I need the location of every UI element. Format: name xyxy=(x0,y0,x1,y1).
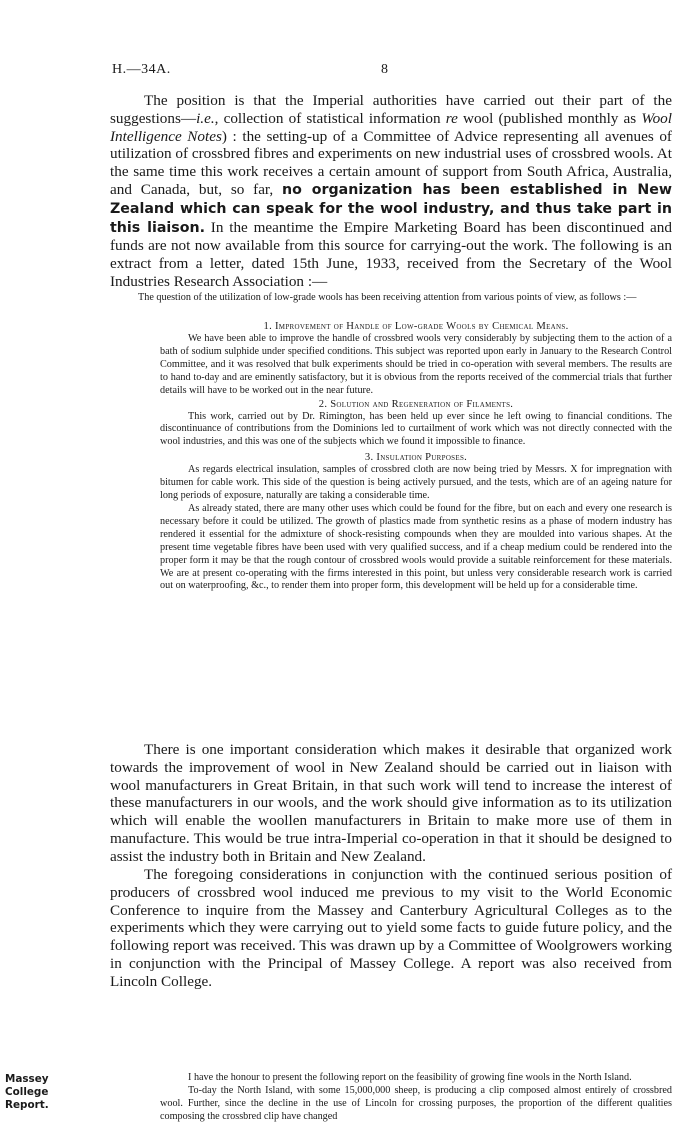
massey-report xyxy=(160,1072,672,1124)
para1-text-3: wool (published monthly as xyxy=(457,109,642,127)
para1-text-4: ) : the setting-up of a Committee of Advice representing all avenues of utilization of crossbred fibres and experiments on new industrial uses of crossbred wools. At the same time this work receives a certain amount of support from South Africa, Australia, and Canada, but, so far, xyxy=(110,127,672,198)
para1-publication-title: Wool Intelligence Notes xyxy=(110,109,672,145)
letter-para-insulation: As regards electrical insulation, samples of crossbred cloth are now being tried by Messrs. X for impregnation with bitumen for cable work. This side of the question is being actively pursued, and the tests, which are of an ageing nature for long periods of exposure, naturally are taking a considerable time. xyxy=(160,464,672,502)
para1-text-5: In the meantime the Empire Marketing Board has been discontinued and funds are not now available from this source for carrying-out the work. The following is an extract from a letter, dated 15th June, 1933, received from the Secretary of the Wool Industries Research Association :— xyxy=(110,218,672,290)
para1-ie: i.e. xyxy=(196,109,215,127)
letter-para-filaments: This work, carried out by Dr. Rimington, has been held up ever since he left owing to financial conditions. The discontinuance of contributions from the Dominions led to curtailment of work which was not directly connected with the wool industries, and this was one of the subjects which we found it impossible to finance. xyxy=(160,410,672,448)
paragraph-liaison: There is one important consideration which makes it desirable that organized work towards the improvement of wool in New Zealand should be carried out in liaison with wool manufacturers in Great Britain, in that such work will tend to increase the interest of these manufacturers in our wools, and the work should give information as to its utilization which will enable the woollen manufacturers in Britain to make more use of them in manufacture. This would be true intra-Imperial co-operation in that it should be designed to assist the industry both in Britain and New Zealand. xyxy=(110,741,672,865)
heading-insulation: 3. Insulation Purposes. xyxy=(364,452,468,464)
margin-note: Massey College Report. xyxy=(5,1073,49,1111)
para1-re: re xyxy=(445,109,458,127)
para1-text-1: The position is that the Imperial authorities have carried out their part of the suggestions— xyxy=(110,92,672,127)
report-para-intro: I have the honour to present the following report on the feasibility of growing fine wools in the North Island. xyxy=(188,1072,632,1083)
letter-intro: The question of the utilization of low-grade wools has been receiving attention from various points of view, as follows :— xyxy=(138,292,637,303)
para1-bold-statement: no organization has been established in New Zealand which can speak for the wool industry, and thus take part in this liaison. xyxy=(110,181,672,236)
report-para-north-island: To-day the North Island, with some 15,000,000 sheep, is producing a clip composed almost entirely of crossbred wool. Further, since the decline in the use of Lincoln for crossing purposes, the proportion of the different qualities composing the crossbred clip have changed xyxy=(160,1084,672,1122)
paragraph-position xyxy=(110,92,672,291)
letter-extract xyxy=(160,320,672,593)
para1-text-2: , collection of statistical information xyxy=(214,109,446,127)
paragraph-colleges: The foregoing considerations in conjunction with the continued serious position of producers of crossbred wool induced me previous to my visit to the World Economic Conference to inquire from the Massey and Canterbury Agricultural Colleges as to the experiments which they were carrying out to yield some facts to guide future policy, and the following report was received. This was drawn up by a Committee of Woolgrowers working in conjunction with the Principal of Massey College. A report was also received from Lincoln College. xyxy=(110,866,672,990)
heading-handle-improvement: 1. Improvement of Handle of Low-grade Wools by Chemical Means. xyxy=(263,321,569,332)
letter-para-handle: We have been able to improve the handle of crossbred wools very considerably by subjecting them to the action of a bath of sodium sulphide under specified conditions. This subject was reported upon early in January to the Research Control Committee, and it was resolved that bulk experiments should be tried in co-operation with several members. The results are to hand to-day and are eminently satisfactory, but it is obvious from the reports received of the commercial trials that further details will have to be worked out in the near future. xyxy=(160,333,672,396)
heading-filaments: 2. Solution and Regeneration of Filaments. xyxy=(318,398,514,410)
page-number: 8 xyxy=(381,62,388,77)
letter-para-other-uses: As already stated, there are many other uses which could be found for the fibre, but on each and every one research is necessary before it could be utilized. The growth of plastics made from synthetic resins as a phase of modern industry has rendered it essential for the admixture of shock-resisting compounds when they are moulded into various shapes. At the present time vegetable fibres have been used with very qualified success, and if a cheap medium could be rendered into the proper form it may be that the rough contour of crossbred wools would provide a suitable reinforcement for these materials. We are at present co-operating with the firms interested in this point, but unless very considerable research work is carried out on waterproofing, &c., to render them into proper form, this development will be held up for a considerable time. xyxy=(160,502,672,592)
report-code: H.—34A. xyxy=(112,62,171,77)
